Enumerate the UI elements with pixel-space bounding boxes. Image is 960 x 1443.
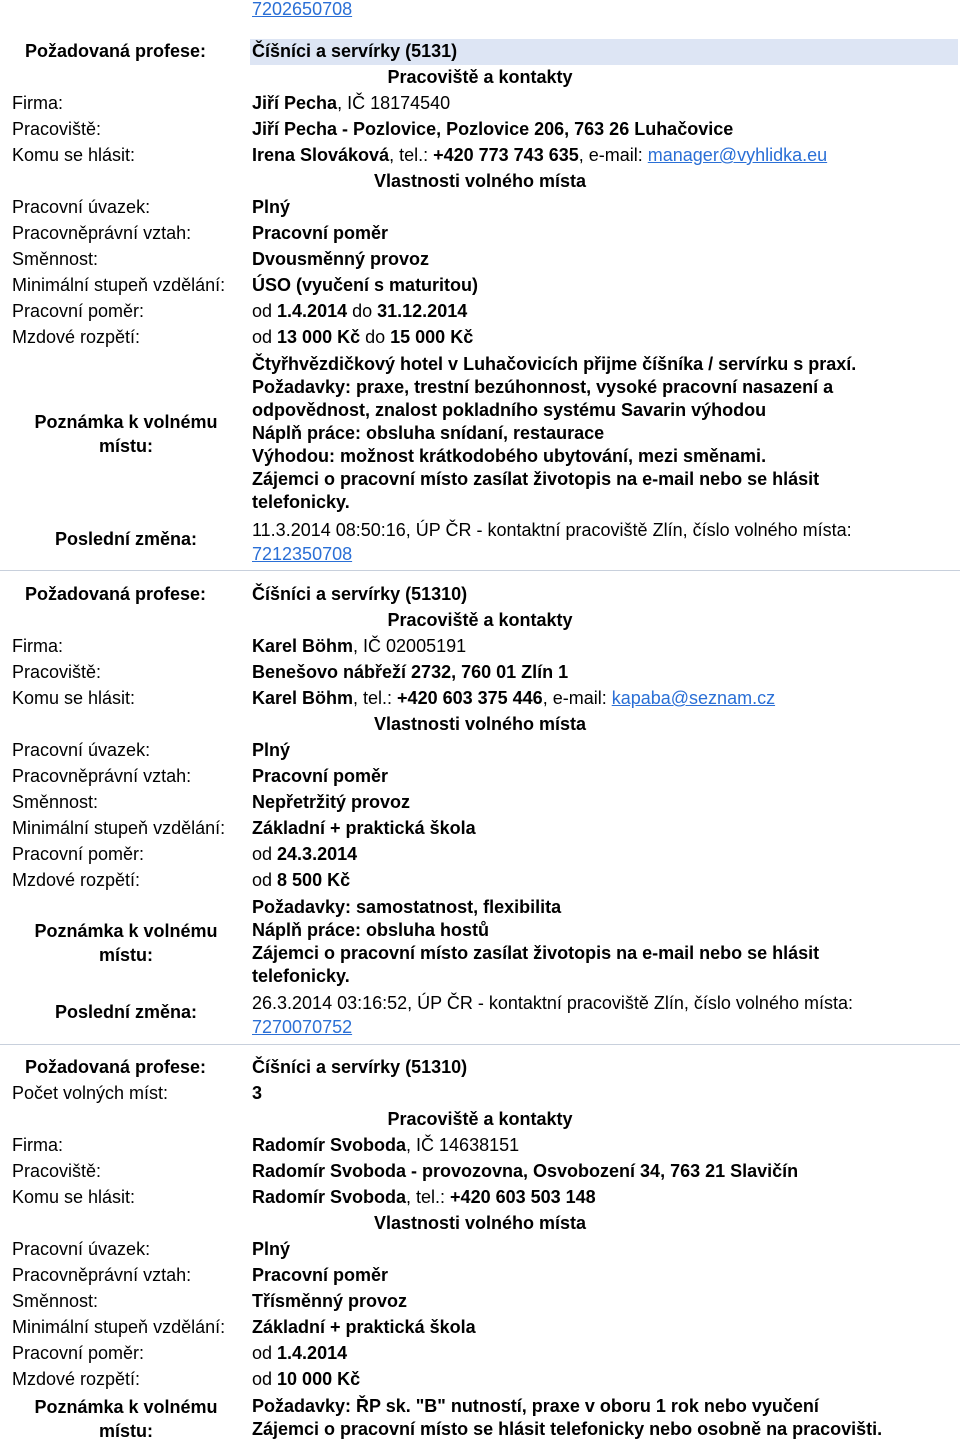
company-label: Firma: xyxy=(12,93,63,113)
workload-label: Pracovní úvazek: xyxy=(12,1239,151,1259)
note-line: Náplň práce: obsluha snídaní, restaurace xyxy=(252,423,605,443)
vacancy-number-link[interactable]: 7212350708 xyxy=(252,544,353,564)
employment-period-label: Pracovní poměr: xyxy=(12,844,145,864)
employment-relation-value: Pracovní poměr xyxy=(252,223,389,243)
workplace-label: Pracoviště: xyxy=(12,662,102,682)
workload-value: Plný xyxy=(252,1239,291,1259)
contact-name: Karel Böhm xyxy=(252,688,354,708)
period-from-label: od xyxy=(252,301,278,321)
email-label: , e-mail: xyxy=(578,145,648,165)
note-line: Zájemci o pracovní místo se hlásit telefonicky nebo osobně na pracovišti. xyxy=(252,1419,883,1439)
education-value: ÚSO (vyučení s maturitou) xyxy=(252,275,479,295)
section-properties-header: Vlastnosti volného místa xyxy=(373,1213,587,1233)
note-text xyxy=(252,1395,952,1441)
salary-from-label: od xyxy=(252,870,278,890)
note-text xyxy=(252,353,952,514)
note-line: Zájemci o pracovní místo zasílat životopis na e-mail nebo se hlásit xyxy=(252,943,820,963)
company-name: Karel Böhm xyxy=(252,636,354,656)
contact-value xyxy=(252,1187,596,1208)
workload-value: Plný xyxy=(252,740,291,760)
note-line: odpovědnost, znalost pokladního systému Savarin výhodou xyxy=(252,400,767,420)
profession-label: Požadovaná profese: xyxy=(25,41,207,61)
salary-to: 15 000 Kč xyxy=(390,327,474,347)
contact-label: Komu se hlásit: xyxy=(12,1187,136,1207)
note-label: Poznámka k volnému místu: xyxy=(34,921,218,965)
last-change-value xyxy=(252,518,852,566)
note-label: Poznámka k volnému místu: xyxy=(34,1397,218,1441)
shifts-value: Třísměnný provoz xyxy=(252,1291,408,1311)
workplace-value: Jiří Pecha - Pozlovice, Pozlovice 206, 763 26 Luhačovice xyxy=(252,119,734,139)
shifts-value: Dvousměnný provoz xyxy=(252,249,430,269)
company-ic: , IČ 02005191 xyxy=(353,636,467,656)
section-contacts-header: Pracoviště a kontakty xyxy=(387,610,573,630)
education-label: Minimální stupeň vzdělání: xyxy=(12,818,226,838)
tel-label: , tel.: xyxy=(406,1187,451,1207)
tel-label: , tel.: xyxy=(353,688,398,708)
education-label: Minimální stupeň vzdělání: xyxy=(12,1317,226,1337)
profession-value: Číšníci a servírky (5131) xyxy=(252,41,458,61)
note-line: Zájemci o pracovní místo zasílat životopis na e-mail nebo se hlásit xyxy=(252,469,820,489)
company-label: Firma: xyxy=(12,636,63,656)
contact-label: Komu se hlásit: xyxy=(12,688,136,708)
note-line: Požadavky: samostatnost, flexibilita xyxy=(252,897,562,917)
salary-value xyxy=(252,327,473,348)
workload-label: Pracovní úvazek: xyxy=(12,740,151,760)
note-line: Čtyřhvězdičkový hotel v Luhačovicích přijme číšníka / servírku s praxí. xyxy=(252,354,857,374)
salary-from: 13 000 Kč xyxy=(277,327,361,347)
salary-to-label: do xyxy=(360,327,391,347)
company-value xyxy=(252,93,450,114)
period-from-label: od xyxy=(252,1343,278,1363)
workplace-value: Benešovo nábřeží 2732, 760 01 Zlín 1 xyxy=(252,662,569,682)
note-line: telefonicky. xyxy=(252,492,350,512)
last-change-text: 11.3.2014 08:50:16, ÚP ČR - kontaktní pracoviště Zlín, číslo volného místa: xyxy=(252,520,852,540)
education-value: Základní + praktická škola xyxy=(252,1317,476,1337)
employment-relation-value: Pracovní poměr xyxy=(252,1265,389,1285)
contact-email-link[interactable]: kapaba@seznam.cz xyxy=(611,688,776,708)
education-label: Minimální stupeň vzdělání: xyxy=(12,275,226,295)
last-change-label: Poslední změna: xyxy=(54,1002,198,1022)
note-line: Náplň práce: obsluha hostů xyxy=(252,920,490,940)
employment-relation-value: Pracovní poměr xyxy=(252,766,389,786)
shifts-label: Směnnost: xyxy=(12,249,99,269)
divider xyxy=(0,570,960,571)
period-to-label: do xyxy=(347,301,378,321)
workplace-label: Pracoviště: xyxy=(12,1161,102,1181)
profession-label: Požadovaná profese: xyxy=(25,584,207,604)
note-line: Požadavky: ŘP sk. "B" nutností, praxe v oboru 1 rok nebo vyučení xyxy=(252,1396,819,1416)
salary-from-label: od xyxy=(252,1369,278,1389)
salary-value xyxy=(252,870,350,891)
contact-phone: +420 603 375 446 xyxy=(397,688,543,708)
salary-label: Mzdové rozpětí: xyxy=(12,327,141,347)
workplace-value: Radomír Svoboda - provozovna, Osvobození 34, 763 21 Slavičín xyxy=(252,1161,799,1181)
contact-name: Radomír Svoboda xyxy=(252,1187,407,1207)
contact-value xyxy=(252,688,775,709)
salary-from: 8 500 Kč xyxy=(277,870,351,890)
salary-value xyxy=(252,1369,360,1390)
note-text xyxy=(252,896,952,988)
period-to-date: 31.12.2014 xyxy=(377,301,468,321)
section-properties-header: Vlastnosti volného místa xyxy=(373,171,587,191)
email-label: , e-mail: xyxy=(542,688,612,708)
salary-label: Mzdové rozpětí: xyxy=(12,1369,141,1389)
vacancy-count-label: Počet volných míst: xyxy=(12,1083,169,1103)
contact-phone: +420 773 743 635 xyxy=(433,145,579,165)
tel-label: , tel.: xyxy=(389,145,434,165)
employment-period-label: Pracovní poměr: xyxy=(12,1343,145,1363)
last-change-value xyxy=(252,991,853,1039)
salary-label: Mzdové rozpětí: xyxy=(12,870,141,890)
employment-period-value xyxy=(252,844,357,865)
shifts-value: Nepřetržitý provoz xyxy=(252,792,411,812)
company-label: Firma: xyxy=(12,1135,63,1155)
employment-period-label: Pracovní poměr: xyxy=(12,301,145,321)
period-from-label: od xyxy=(252,844,278,864)
profession-value: Číšníci a servírky (51310) xyxy=(252,584,468,604)
shifts-label: Směnnost: xyxy=(12,1291,99,1311)
workload-value: Plný xyxy=(252,197,291,217)
section-contacts-header: Pracoviště a kontakty xyxy=(387,1109,573,1129)
company-ic: , IČ 14638151 xyxy=(406,1135,520,1155)
company-value xyxy=(252,1135,519,1156)
contact-email-link[interactable]: manager@vyhlidka.eu xyxy=(647,145,828,165)
workload-label: Pracovní úvazek: xyxy=(12,197,151,217)
contact-phone: +420 603 503 148 xyxy=(450,1187,596,1207)
section-properties-header: Vlastnosti volného místa xyxy=(373,714,587,734)
company-name: Radomír Svoboda xyxy=(252,1135,407,1155)
workplace-label: Pracoviště: xyxy=(12,119,102,139)
company-value xyxy=(252,636,466,657)
profession-value: Číšníci a servírky (51310) xyxy=(252,1057,468,1077)
contact-value xyxy=(252,145,827,166)
contact-name: Irena Slováková xyxy=(252,145,390,165)
note-line: Požadavky: praxe, trestní bezúhonnost, vysoké pracovní nasazení a xyxy=(252,377,834,397)
employment-relation-label: Pracovněprávní vztah: xyxy=(12,766,192,786)
section-contacts-header: Pracoviště a kontakty xyxy=(387,67,573,87)
vacancy-count-value: 3 xyxy=(252,1083,263,1103)
divider xyxy=(0,1044,960,1045)
education-value: Základní + praktická škola xyxy=(252,818,476,838)
contact-label: Komu se hlásit: xyxy=(12,145,136,165)
company-ic: , IČ 18174540 xyxy=(337,93,451,113)
profession-label: Požadovaná profese: xyxy=(25,1057,207,1077)
vacancy-number-link[interactable]: 7270070752 xyxy=(252,1017,353,1037)
employment-period-value xyxy=(252,1343,347,1364)
employment-relation-label: Pracovněprávní vztah: xyxy=(12,223,192,243)
shifts-label: Směnnost: xyxy=(12,792,99,812)
salary-from: 10 000 Kč xyxy=(277,1369,361,1389)
company-name: Jiří Pecha xyxy=(252,93,338,113)
note-line: Výhodou: možnost krátkodobého ubytování, mezi směnami. xyxy=(252,446,767,466)
last-change-text: 26.3.2014 03:16:52, ÚP ČR - kontaktní pracoviště Zlín, číslo volného místa: xyxy=(252,993,853,1013)
employment-period-value xyxy=(252,301,467,322)
employment-relation-label: Pracovněprávní vztah: xyxy=(12,1265,192,1285)
period-from-date: 24.3.2014 xyxy=(277,844,358,864)
salary-from-label: od xyxy=(252,327,278,347)
note-label: Poznámka k volnému místu: xyxy=(34,412,218,456)
period-from-date: 1.4.2014 xyxy=(277,1343,348,1363)
top-vacancy-link[interactable]: 7202650708 xyxy=(252,0,353,19)
last-change-label: Poslední změna: xyxy=(54,529,198,549)
period-from-date: 1.4.2014 xyxy=(277,301,348,321)
note-line: telefonicky. xyxy=(252,966,350,986)
